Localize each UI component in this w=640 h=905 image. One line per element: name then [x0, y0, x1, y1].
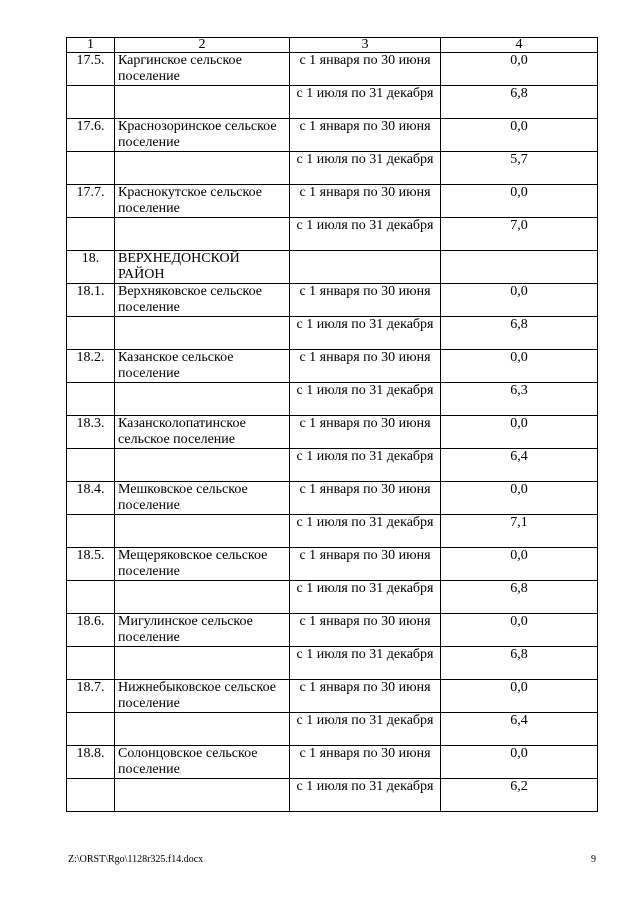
settlement-name-cell: [115, 647, 290, 680]
row-number-cell: 17.5.: [67, 53, 115, 86]
value-cell: 6,2: [441, 779, 598, 812]
row-number-cell: 17.6.: [67, 119, 115, 152]
value-cell: 0,0: [441, 53, 598, 86]
value-cell: 0,0: [441, 119, 598, 152]
value-cell: 7,1: [441, 515, 598, 548]
row-number-cell: 18.5.: [67, 548, 115, 581]
column-number-3: 3: [290, 38, 441, 53]
value-cell: 0,0: [441, 284, 598, 317]
value-cell: 6,8: [441, 581, 598, 614]
period-cell: с 1 января по 30 июня: [290, 53, 441, 86]
settlement-name-cell: Краснозоринское сельское поселение: [115, 119, 290, 152]
period-cell: с 1 июля по 31 декабря: [290, 86, 441, 119]
value-cell: 7,0: [441, 218, 598, 251]
table-body: [67, 38, 598, 812]
period-cell: с 1 января по 30 июня: [290, 350, 441, 383]
table-row: [67, 581, 598, 614]
table-row: [67, 119, 598, 152]
row-number-cell: 18.1.: [67, 284, 115, 317]
tariff-table: [66, 37, 598, 812]
settlement-name-cell: [115, 383, 290, 416]
value-cell: 0,0: [441, 548, 598, 581]
table-row: [67, 779, 598, 812]
settlement-name-cell: Мешковское сельское поселение: [115, 482, 290, 515]
row-number-cell: 17.7.: [67, 185, 115, 218]
table-row: [67, 548, 598, 581]
table-row: [67, 449, 598, 482]
table-row: [67, 86, 598, 119]
value-cell: 0,0: [441, 680, 598, 713]
row-number-cell: 18.6.: [67, 614, 115, 647]
row-number-cell: [67, 647, 115, 680]
period-cell: с 1 января по 30 июня: [290, 746, 441, 779]
settlement-name-cell: [115, 779, 290, 812]
settlement-name-cell: [115, 317, 290, 350]
footer-page-number: 9: [591, 854, 596, 865]
table-row: [67, 680, 598, 713]
settlement-name-cell: [115, 515, 290, 548]
settlement-name-cell: Мигулинское сельское поселение: [115, 614, 290, 647]
value-cell: 6,8: [441, 317, 598, 350]
value-cell: 0,0: [441, 746, 598, 779]
column-number-2: 2: [115, 38, 290, 53]
value-cell: [441, 251, 598, 284]
row-number-cell: [67, 152, 115, 185]
value-cell: 0,0: [441, 350, 598, 383]
table-row: [67, 416, 598, 449]
row-number-cell: 18.4.: [67, 482, 115, 515]
settlement-name-cell: Казанское сельское поселение: [115, 350, 290, 383]
period-cell: с 1 января по 30 июня: [290, 482, 441, 515]
row-number-cell: 18.3.: [67, 416, 115, 449]
settlement-name-cell: Нижнебыковское сельское поселение: [115, 680, 290, 713]
settlement-name-cell: [115, 152, 290, 185]
row-number-cell: [67, 713, 115, 746]
settlement-name-cell: [115, 713, 290, 746]
value-cell: 0,0: [441, 185, 598, 218]
row-number-cell: [67, 86, 115, 119]
table-row: [67, 614, 598, 647]
period-cell: с 1 июля по 31 декабря: [290, 581, 441, 614]
table-row: [67, 317, 598, 350]
settlement-name-cell: [115, 581, 290, 614]
table-row: [67, 185, 598, 218]
settlement-name-cell: [115, 218, 290, 251]
value-cell: 6,8: [441, 647, 598, 680]
period-cell: с 1 января по 30 июня: [290, 416, 441, 449]
period-cell: с 1 января по 30 июня: [290, 680, 441, 713]
settlement-name-cell: Солонцовское сельское поселение: [115, 746, 290, 779]
table-row: [67, 251, 598, 284]
table-row: [67, 515, 598, 548]
period-cell: [290, 251, 441, 284]
column-number-4: 4: [441, 38, 598, 53]
table-row: [67, 746, 598, 779]
column-number-header-row: [67, 38, 598, 53]
row-number-cell: 18.2.: [67, 350, 115, 383]
value-cell: 0,0: [441, 482, 598, 515]
settlement-name-cell: Краснокутское сельское поселение: [115, 185, 290, 218]
value-cell: 0,0: [441, 416, 598, 449]
period-cell: с 1 января по 30 июня: [290, 614, 441, 647]
value-cell: 0,0: [441, 614, 598, 647]
value-cell: 5,7: [441, 152, 598, 185]
period-cell: с 1 июля по 31 декабря: [290, 152, 441, 185]
period-cell: с 1 января по 30 июня: [290, 119, 441, 152]
column-number-1: 1: [67, 38, 115, 53]
row-number-cell: [67, 317, 115, 350]
table-row: [67, 647, 598, 680]
row-number-cell: [67, 383, 115, 416]
period-cell: с 1 июля по 31 декабря: [290, 218, 441, 251]
row-number-cell: 18.: [67, 251, 115, 284]
row-number-cell: [67, 449, 115, 482]
table-row: [67, 53, 598, 86]
footer-file-path: Z:\ORST\Rgo\1128r325.f14.docx: [68, 854, 204, 865]
period-cell: с 1 июля по 31 декабря: [290, 779, 441, 812]
settlement-name-cell: Мещеряковское сельское поселение: [115, 548, 290, 581]
settlement-name-cell: Казансколопатинское сельское поселение: [115, 416, 290, 449]
table-row: [67, 152, 598, 185]
table-row: [67, 284, 598, 317]
table-row: [67, 218, 598, 251]
settlement-name-cell: [115, 86, 290, 119]
period-cell: с 1 июля по 31 декабря: [290, 449, 441, 482]
row-number-cell: [67, 779, 115, 812]
table-row: [67, 482, 598, 515]
row-number-cell: [67, 515, 115, 548]
period-cell: с 1 января по 30 июня: [290, 185, 441, 218]
row-number-cell: 18.7.: [67, 680, 115, 713]
value-cell: 6,4: [441, 449, 598, 482]
period-cell: с 1 июля по 31 декабря: [290, 515, 441, 548]
settlement-name-cell: [115, 449, 290, 482]
period-cell: с 1 июля по 31 декабря: [290, 713, 441, 746]
period-cell: с 1 января по 30 июня: [290, 548, 441, 581]
value-cell: 6,8: [441, 86, 598, 119]
table-row: [67, 713, 598, 746]
period-cell: с 1 июля по 31 декабря: [290, 317, 441, 350]
settlement-name-cell: Верхняковское сельское поселение: [115, 284, 290, 317]
value-cell: 6,4: [441, 713, 598, 746]
table-row: [67, 383, 598, 416]
table-row: [67, 350, 598, 383]
row-number-cell: 18.8.: [67, 746, 115, 779]
period-cell: с 1 января по 30 июня: [290, 284, 441, 317]
value-cell: 6,3: [441, 383, 598, 416]
period-cell: с 1 июля по 31 декабря: [290, 647, 441, 680]
row-number-cell: [67, 581, 115, 614]
row-number-cell: [67, 218, 115, 251]
settlement-name-cell: Каргинское сельское поселение: [115, 53, 290, 86]
period-cell: с 1 июля по 31 декабря: [290, 383, 441, 416]
settlement-name-cell: ВЕРХНЕДОНСКОЙ РАЙОН: [115, 251, 290, 284]
